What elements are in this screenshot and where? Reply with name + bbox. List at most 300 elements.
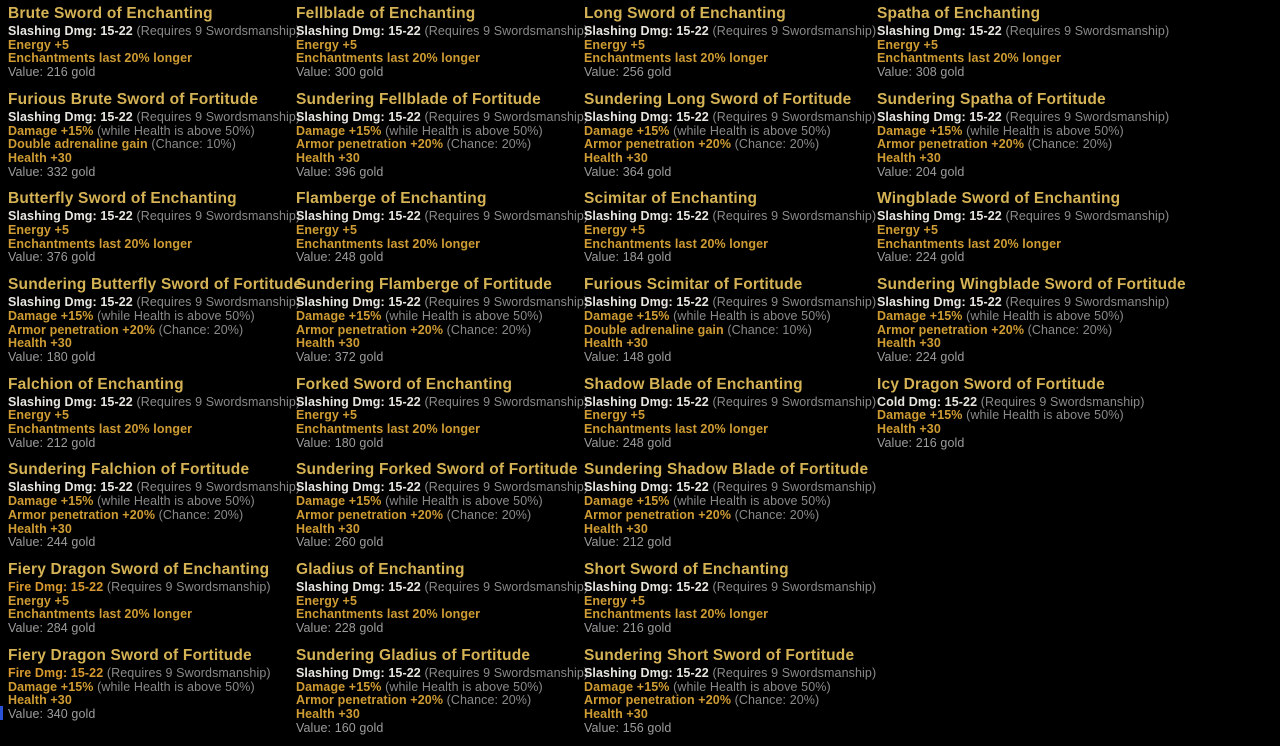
item-value-line <box>296 536 584 550</box>
stat-condition-text: (while Health is above 50%) <box>673 679 831 694</box>
stat-condition-text: (Requires 9 Swordsmanship) <box>424 24 589 38</box>
item-stat-line <box>8 595 296 609</box>
stat-text: Enchantments last 20% longer <box>584 51 769 66</box>
stat-condition-text: (Requires 9 Swordsmanship) <box>424 209 589 224</box>
stat-condition-text: (while Health is above 50%) <box>97 123 255 138</box>
stat-condition-text: (Requires 9 Swordsmanship) <box>136 24 301 38</box>
item-value-line <box>8 437 296 451</box>
item-stat-line <box>584 681 872 695</box>
blue-edge-artifact <box>0 706 3 720</box>
item-damage-line <box>296 579 589 595</box>
stat-text: Damage +15% <box>8 679 94 694</box>
stat-text: Damage +15% <box>296 123 382 138</box>
item-stat-line <box>584 152 872 166</box>
stat-text: Health +30 <box>8 693 72 708</box>
item-stat-line <box>877 224 1165 238</box>
stat-text: Energy +5 <box>584 408 646 423</box>
item-stat-line <box>584 224 872 238</box>
item-damage-line <box>8 394 301 410</box>
item-stat-line <box>296 310 584 324</box>
item-value-line <box>296 622 584 636</box>
item-stat-line <box>584 324 872 338</box>
item-stat-line <box>296 495 584 509</box>
stat-condition-text: (Requires 9 Swordsmanship) <box>712 665 877 680</box>
item-stat-line <box>296 509 584 523</box>
stat-text: Energy +5 <box>296 593 358 608</box>
item-tooltip <box>296 276 589 365</box>
item-title: Sundering Forked Sword of Fortitude <box>296 461 578 479</box>
item-title: Sundering Flamberge of Fortitude <box>296 276 553 294</box>
stat-text: Slashing Dmg: 15-22 <box>584 209 709 224</box>
item-stat-line <box>584 310 872 324</box>
item-title: Sundering Short Sword of Fortitude <box>584 646 855 664</box>
item-damage-line <box>296 394 589 410</box>
item-stat-line <box>296 681 584 695</box>
stat-condition-text: (Chance: 10%) <box>727 322 812 337</box>
item-stat-line <box>8 138 296 152</box>
stat-condition-text: (Requires 9 Swordsmanship) <box>712 24 877 38</box>
item-tooltip <box>584 276 877 365</box>
stat-condition-text: (Chance: 10%) <box>151 137 236 152</box>
stat-condition-text: (while Health is above 50%) <box>966 308 1124 323</box>
stat-text: Damage +15% <box>8 308 94 323</box>
item-stat-line <box>296 595 584 609</box>
item-tooltip <box>296 560 589 636</box>
stat-condition-text: (Requires 9 Swordsmanship) <box>136 295 301 310</box>
stat-text: Value: 160 gold <box>296 720 384 735</box>
item-stat-line <box>8 694 296 708</box>
item-stat-line <box>584 238 872 252</box>
item-title: Long Sword of Enchanting <box>584 5 786 22</box>
stat-text: Slashing Dmg: 15-22 <box>877 24 1002 38</box>
stat-text: Damage +15% <box>877 408 963 423</box>
item-stat-line <box>8 52 296 66</box>
stat-text: Value: 308 gold <box>877 65 965 80</box>
stat-condition-text: (Requires 9 Swordsmanship) <box>712 579 877 594</box>
item-stat-line <box>584 608 872 622</box>
item-value-line <box>877 66 1165 80</box>
stat-condition-text: (Chance: 20%) <box>1027 137 1113 152</box>
item-damage-line <box>877 209 1170 224</box>
stat-condition-text: (Requires 9 Swordsmanship) <box>712 209 877 224</box>
stat-text: Slashing Dmg: 15-22 <box>877 109 1002 124</box>
item-title: Sundering Shadow Blade of Fortitude <box>584 461 869 479</box>
stat-text: Value: 244 gold <box>8 535 96 550</box>
item-tooltip <box>584 461 877 550</box>
stat-text: Value: 376 gold <box>8 250 96 265</box>
stat-text: Damage +15% <box>584 679 670 694</box>
item-title: Short Sword of Enchanting <box>584 560 789 578</box>
item-stat-line <box>877 409 1165 423</box>
stat-text: Enchantments last 20% longer <box>584 236 769 251</box>
stat-text: Damage +15% <box>296 494 382 509</box>
stat-text: Enchantments last 20% longer <box>877 51 1062 66</box>
stat-text: Energy +5 <box>584 593 646 608</box>
item-tooltip <box>8 561 296 636</box>
stat-condition-text: (Requires 9 Swordsmanship) <box>1005 209 1170 224</box>
stat-text: Health +30 <box>8 150 72 165</box>
item-title: Flamberge of Enchanting <box>296 190 487 208</box>
stat-condition-text: (Requires 9 Swordsmanship) <box>1005 295 1170 310</box>
item-damage-line <box>8 24 301 39</box>
stat-text: Energy +5 <box>877 37 939 52</box>
stat-text: Value: 216 gold <box>877 435 965 450</box>
item-stat-line <box>877 39 1165 53</box>
item-title: Sundering Spatha of Fortitude <box>877 90 1106 108</box>
item-value-line <box>8 66 296 80</box>
stat-text: Armor penetration +20% <box>8 322 156 337</box>
item-damage-line <box>584 579 877 595</box>
item-damage-line <box>296 295 589 310</box>
stat-text: Slashing Dmg: 15-22 <box>296 295 421 310</box>
item-damage-line <box>584 109 877 125</box>
stat-text: Slashing Dmg: 15-22 <box>8 24 133 38</box>
item-damage-line <box>877 24 1170 39</box>
item-tooltip <box>584 375 877 451</box>
stat-text: Value: 260 gold <box>296 535 384 550</box>
item-title: Furious Scimitar of Fortitude <box>584 276 803 294</box>
stat-text: Health +30 <box>877 150 941 165</box>
item-stat-line <box>877 152 1165 166</box>
stat-condition-text: (while Health is above 50%) <box>385 679 543 694</box>
stat-text: Enchantments last 20% longer <box>296 607 481 622</box>
item-value-line <box>296 351 584 365</box>
item-stat-line <box>8 337 296 351</box>
stat-text: Armor penetration +20% <box>296 507 444 522</box>
stat-text: Enchantments last 20% longer <box>296 51 481 66</box>
stat-condition-text: (Chance: 20%) <box>446 507 532 522</box>
stat-condition-text: (Requires 9 Swordsmanship) <box>136 109 301 124</box>
item-damage-line <box>584 665 877 681</box>
stat-text: Damage +15% <box>584 123 670 138</box>
item-title: Forked Sword of Enchanting <box>296 375 513 393</box>
stat-text: Armor penetration +20% <box>8 507 156 522</box>
stat-text: Slashing Dmg: 15-22 <box>877 209 1002 224</box>
item-tooltip <box>584 646 877 736</box>
item-value-line <box>8 251 296 265</box>
item-tooltip <box>877 190 1170 265</box>
stat-text: Value: 212 gold <box>8 435 96 450</box>
stat-text: Health +30 <box>8 336 72 351</box>
stat-text: Slashing Dmg: 15-22 <box>296 480 421 495</box>
stat-text: Energy +5 <box>8 408 70 423</box>
item-tooltip <box>8 190 301 265</box>
item-value-line <box>584 166 872 180</box>
item-tooltip <box>8 90 301 180</box>
stat-condition-text: (Requires 9 Swordsmanship) <box>424 579 589 594</box>
stat-condition-text: (Requires 9 Swordsmanship) <box>106 665 271 680</box>
stat-condition-text: (Requires 9 Swordsmanship) <box>424 480 589 495</box>
stat-condition-text: (while Health is above 50%) <box>385 494 543 509</box>
stat-text: Health +30 <box>584 521 648 536</box>
stat-text: Health +30 <box>584 706 648 721</box>
stat-condition-text: (while Health is above 50%) <box>97 494 255 509</box>
item-damage-line <box>296 109 589 125</box>
item-stat-line <box>584 337 872 351</box>
item-damage-line <box>584 480 877 495</box>
stat-condition-text: (Requires 9 Swordsmanship) <box>1005 109 1170 124</box>
stat-text: Energy +5 <box>296 37 358 52</box>
item-title: Falchion of Enchanting <box>8 375 184 393</box>
item-stat-line <box>877 138 1165 152</box>
stat-text: Slashing Dmg: 15-22 <box>8 480 133 495</box>
stat-text: Health +30 <box>296 521 360 536</box>
item-tooltip <box>8 375 301 451</box>
stat-condition-text: (Chance: 20%) <box>734 693 820 708</box>
stat-text: Fire Dmg: 15-22 <box>8 665 104 680</box>
item-stat-line <box>8 152 296 166</box>
item-value-line <box>584 536 872 550</box>
item-title: Sundering Butterfly Sword of Fortitude <box>8 276 303 294</box>
item-stat-line <box>296 39 584 53</box>
stat-text: Energy +5 <box>584 37 646 52</box>
item-damage-line <box>296 24 589 39</box>
item-tooltip <box>584 190 877 265</box>
item-value-line <box>8 622 296 636</box>
item-tooltip <box>8 647 296 722</box>
stat-text: Value: 300 gold <box>296 65 384 80</box>
stat-text: Enchantments last 20% longer <box>8 236 193 251</box>
item-stat-line <box>8 608 296 622</box>
item-tooltip <box>8 276 303 365</box>
stat-text: Slashing Dmg: 15-22 <box>584 24 709 38</box>
item-stat-line <box>296 337 584 351</box>
item-stat-line <box>8 39 296 53</box>
item-tooltip <box>877 5 1170 80</box>
stat-condition-text: (Requires 9 Swordsmanship) <box>136 209 301 224</box>
stat-condition-text: (Requires 9 Swordsmanship) <box>106 579 271 594</box>
stat-condition-text: (Chance: 20%) <box>446 137 532 152</box>
item-value-line <box>584 622 872 636</box>
item-tooltip <box>296 646 589 736</box>
item-tooltip <box>296 5 589 80</box>
stat-text: Value: 180 gold <box>8 349 96 364</box>
stat-text: Value: 216 gold <box>8 65 96 80</box>
item-title: Butterfly Sword of Enchanting <box>8 190 237 208</box>
stat-text: Slashing Dmg: 15-22 <box>584 394 709 409</box>
item-value-line <box>584 722 872 736</box>
stat-condition-text: (Requires 9 Swordsmanship) <box>712 109 877 124</box>
item-tooltip <box>877 276 1186 365</box>
stat-text: Value: 228 gold <box>296 621 384 636</box>
item-title: Shadow Blade of Enchanting <box>584 375 803 393</box>
item-stat-line <box>8 238 296 252</box>
item-tooltip <box>296 375 589 451</box>
item-stat-line <box>296 409 584 423</box>
item-column-1 <box>8 5 303 733</box>
item-tooltip <box>8 461 301 550</box>
stat-text: Health +30 <box>584 150 648 165</box>
stat-text: Value: 372 gold <box>296 349 384 364</box>
stat-text: Value: 224 gold <box>877 250 965 265</box>
stat-text: Damage +15% <box>877 308 963 323</box>
item-tooltip <box>584 5 877 80</box>
stat-text: Damage +15% <box>584 308 670 323</box>
stat-text: Slashing Dmg: 15-22 <box>296 209 421 224</box>
item-stat-line <box>296 125 584 139</box>
stat-text: Slashing Dmg: 15-22 <box>296 579 421 594</box>
stat-condition-text: (Chance: 20%) <box>446 693 532 708</box>
stat-text: Damage +15% <box>296 308 382 323</box>
stat-text: Slashing Dmg: 15-22 <box>584 109 709 124</box>
stat-condition-text: (Requires 9 Swordsmanship) <box>712 394 877 409</box>
item-value-line <box>877 437 1165 451</box>
item-stat-line <box>8 224 296 238</box>
stat-text: Value: 156 gold <box>584 720 672 735</box>
item-title: Scimitar of Enchanting <box>584 190 758 208</box>
item-title: Gladius of Enchanting <box>296 560 465 578</box>
stat-text: Armor penetration +20% <box>296 322 444 337</box>
item-title: Sundering Fellblade of Fortitude <box>296 90 541 108</box>
item-damage-line <box>8 581 296 595</box>
stat-condition-text: (Chance: 20%) <box>158 507 244 522</box>
item-stat-line <box>8 523 296 537</box>
stat-text: Damage +15% <box>296 679 382 694</box>
stat-condition-text: (while Health is above 50%) <box>97 679 255 694</box>
stat-text: Value: 284 gold <box>8 621 96 636</box>
item-stat-line <box>8 324 296 338</box>
stat-text: Armor penetration +20% <box>877 322 1025 337</box>
stat-condition-text: (Requires 9 Swordsmanship) <box>424 109 589 124</box>
stat-condition-text: (Requires 9 Swordsmanship) <box>136 480 301 495</box>
item-stat-line <box>296 694 584 708</box>
stat-text: Enchantments last 20% longer <box>877 236 1062 251</box>
stat-text: Fire Dmg: 15-22 <box>8 579 104 594</box>
item-tooltip <box>296 90 589 180</box>
item-stat-line <box>584 138 872 152</box>
item-value-line <box>877 351 1165 365</box>
item-damage-line <box>296 480 589 495</box>
stat-text: Energy +5 <box>8 223 70 238</box>
stat-condition-text: (while Health is above 50%) <box>673 494 831 509</box>
stat-text: Value: 248 gold <box>296 250 384 265</box>
item-damage-line <box>8 209 301 224</box>
stat-condition-text: (Requires 9 Swordsmanship) <box>136 394 301 409</box>
item-value-line <box>877 251 1165 265</box>
stat-text: Value: 148 gold <box>584 349 672 364</box>
item-stat-line <box>8 409 296 423</box>
item-stat-line <box>8 495 296 509</box>
stat-text: Value: 212 gold <box>584 535 672 550</box>
item-value-line <box>584 251 872 265</box>
stat-text: Slashing Dmg: 15-22 <box>8 295 133 310</box>
item-damage-line <box>584 209 877 224</box>
item-title: Brute Sword of Enchanting <box>8 5 213 22</box>
stat-text: Slashing Dmg: 15-22 <box>296 24 421 38</box>
stat-text: Enchantments last 20% longer <box>8 607 193 622</box>
stat-condition-text: (Chance: 20%) <box>1027 322 1113 337</box>
item-column-4 <box>877 5 1186 461</box>
item-stat-line <box>8 509 296 523</box>
item-title: Fiery Dragon Sword of Fortitude <box>8 646 252 664</box>
item-damage-line <box>877 109 1170 125</box>
stat-text: Health +30 <box>8 521 72 536</box>
item-tooltip <box>584 90 877 180</box>
stat-condition-text: (Chance: 20%) <box>158 322 244 337</box>
stat-text: Slashing Dmg: 15-22 <box>8 394 133 409</box>
item-title: Furious Brute Sword of Fortitude <box>8 90 259 108</box>
item-damage-line <box>8 480 301 495</box>
stat-condition-text: (while Health is above 50%) <box>673 308 831 323</box>
item-value-line <box>296 722 584 736</box>
item-value-line <box>8 351 296 365</box>
item-damage-line <box>877 295 1170 310</box>
item-stat-line <box>8 681 296 695</box>
stat-text: Double adrenaline gain <box>8 137 148 152</box>
stat-text: Energy +5 <box>584 223 646 238</box>
item-stat-line <box>296 138 584 152</box>
stat-text: Slashing Dmg: 15-22 <box>296 109 421 124</box>
stat-condition-text: (while Health is above 50%) <box>966 408 1124 423</box>
stat-text: Health +30 <box>296 336 360 351</box>
item-stat-line <box>877 52 1165 66</box>
stat-text: Slashing Dmg: 15-22 <box>584 579 709 594</box>
stat-condition-text: (Requires 9 Swordsmanship) <box>980 394 1145 409</box>
item-damage-line <box>8 667 296 681</box>
item-value-line <box>8 166 296 180</box>
stat-text: Armor penetration +20% <box>584 137 732 152</box>
item-stat-line <box>877 310 1165 324</box>
item-stat-line <box>877 337 1165 351</box>
item-stat-line <box>296 324 584 338</box>
item-stat-line <box>584 694 872 708</box>
item-title: Sundering Gladius of Fortitude <box>296 646 531 664</box>
item-stat-line <box>296 52 584 66</box>
item-title: Fellblade of Enchanting <box>296 5 476 22</box>
item-tooltip <box>296 190 589 265</box>
stat-text: Slashing Dmg: 15-22 <box>296 665 421 680</box>
stat-text: Enchantments last 20% longer <box>8 51 193 66</box>
stat-text: Health +30 <box>877 336 941 351</box>
stat-text: Value: 340 gold <box>8 706 96 721</box>
item-damage-line <box>8 109 301 125</box>
stat-text: Slashing Dmg: 15-22 <box>8 109 133 124</box>
item-value-line <box>877 166 1165 180</box>
item-damage-line <box>8 295 301 310</box>
stat-text: Slashing Dmg: 15-22 <box>296 394 421 409</box>
stat-text: Slashing Dmg: 15-22 <box>8 209 133 224</box>
item-title: Fiery Dragon Sword of Enchanting <box>8 560 270 578</box>
stat-condition-text: (Requires 9 Swordsmanship) <box>1005 24 1170 38</box>
item-stat-line <box>877 423 1165 437</box>
stat-text: Health +30 <box>584 336 648 351</box>
item-stat-line <box>584 409 872 423</box>
stat-text: Health +30 <box>296 150 360 165</box>
stat-text: Value: 204 gold <box>877 164 965 179</box>
stat-condition-text: (Chance: 20%) <box>734 137 820 152</box>
stat-text: Damage +15% <box>584 494 670 509</box>
item-stat-line <box>584 595 872 609</box>
stat-condition-text: (while Health is above 50%) <box>385 308 543 323</box>
item-title: Icy Dragon Sword of Fortitude <box>877 375 1105 393</box>
item-stat-line <box>8 125 296 139</box>
item-value-line <box>8 536 296 550</box>
item-title: Sundering Falchion of Fortitude <box>8 461 250 479</box>
stat-text: Energy +5 <box>8 37 70 52</box>
stat-condition-text: (Requires 9 Swordsmanship) <box>712 295 877 310</box>
stat-text: Energy +5 <box>8 593 70 608</box>
stat-text: Enchantments last 20% longer <box>8 422 193 437</box>
stat-text: Energy +5 <box>877 223 939 238</box>
item-tooltip <box>296 461 589 550</box>
item-tooltip <box>877 376 1165 451</box>
stat-text: Value: 364 gold <box>584 164 672 179</box>
item-stat-line <box>296 523 584 537</box>
stat-condition-text: (Chance: 20%) <box>734 507 820 522</box>
stat-text: Enchantments last 20% longer <box>584 422 769 437</box>
stat-text: Damage +15% <box>877 123 963 138</box>
stat-text: Armor penetration +20% <box>296 693 444 708</box>
